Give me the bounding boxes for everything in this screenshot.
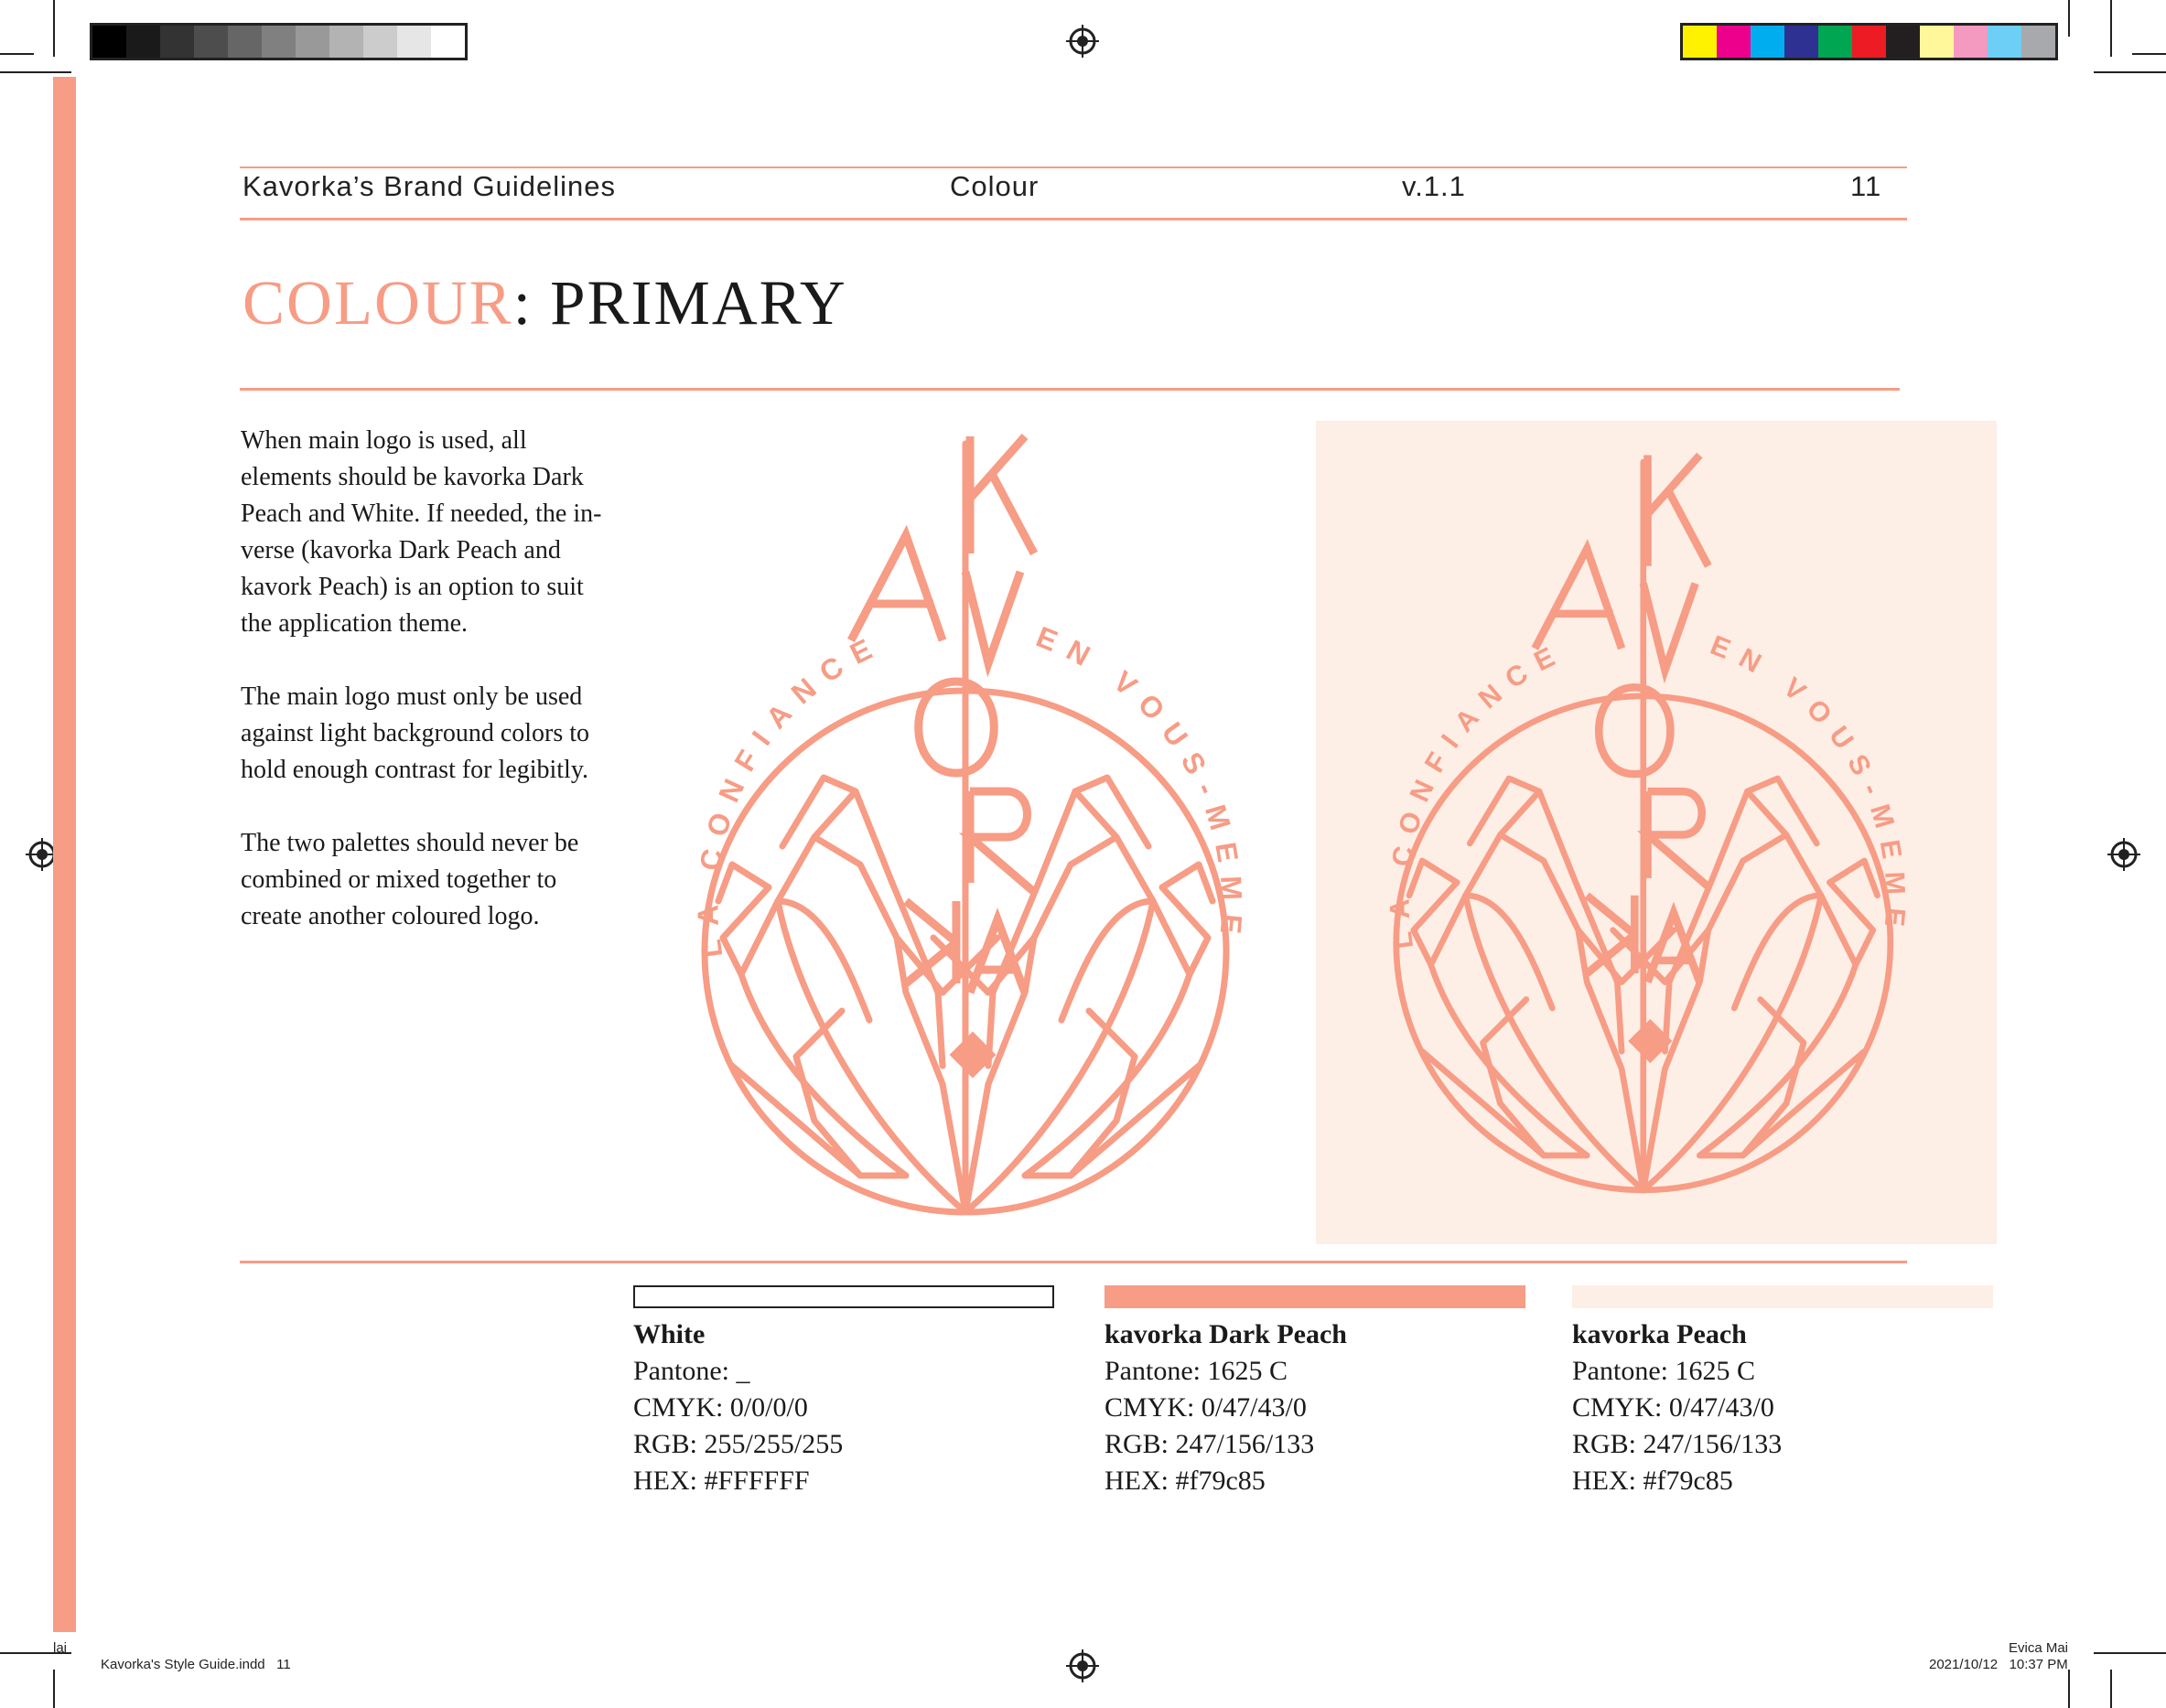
color-step xyxy=(397,26,431,58)
logo-letter-o xyxy=(1599,687,1670,774)
color-step xyxy=(1852,26,1886,58)
logo-right-wing-stroke xyxy=(988,791,1116,1066)
logo-on-peach xyxy=(1327,437,1986,1215)
crop-mark xyxy=(2068,1670,2070,1708)
swatch-rgb: RGB: 255/255/255 xyxy=(633,1429,844,1459)
logo-letter-v xyxy=(1643,584,1696,671)
logo-left-wing-stroke xyxy=(1483,999,1526,1103)
crop-mark xyxy=(0,53,34,55)
color-step xyxy=(363,26,397,58)
swatch-section-rule xyxy=(240,1261,1907,1263)
crop-mark xyxy=(2110,1670,2112,1708)
swatch-hex: HEX: #f79c85 xyxy=(1105,1466,1266,1496)
swatch-rgb: RGB: 247/156/133 xyxy=(1105,1429,1315,1459)
swatch-name: kavorka Dark Peach xyxy=(1105,1319,1347,1349)
logo-letter-v xyxy=(965,572,1020,663)
body-paragraph: When main logo is used, all elements should be kavorka Dark Peach and White. If needed, the in-verse (kavorka Dark Peach and kavork Peach) is an option to suit the application theme. xyxy=(241,426,602,638)
color-step xyxy=(1886,26,1920,58)
swatch-cmyk: CMYK: 0/0/0/0 xyxy=(633,1392,808,1423)
title-accent: COLOUR xyxy=(242,268,513,338)
color-step xyxy=(1920,26,1954,58)
logo-left-wing-stroke xyxy=(796,1011,842,1121)
color-step xyxy=(1818,26,1852,58)
logo-arc-text-left: LA CONFIANCE xyxy=(691,627,889,961)
crop-mark xyxy=(2094,1652,2166,1654)
title-rest: : PRIMARY xyxy=(512,268,847,338)
logo-linework xyxy=(1396,462,1891,1190)
crop-mark xyxy=(2132,53,2166,55)
color-bar xyxy=(1680,23,2058,60)
color-step xyxy=(92,26,126,58)
header-version: v.1.1 xyxy=(1402,170,1466,202)
swatch-peach xyxy=(1572,1285,1993,1308)
registration-mark-icon xyxy=(2107,838,2140,871)
header-top-rule xyxy=(240,167,1907,168)
grayscale-bar xyxy=(90,23,468,60)
swatch-rgb: RGB: 247/156/133 xyxy=(1572,1429,1783,1459)
page-title xyxy=(242,267,847,339)
logo-letter-k xyxy=(970,436,1034,553)
swatch-pantone: Pantone: _ xyxy=(633,1356,750,1386)
color-step xyxy=(1954,26,1988,58)
slug-filename: Kavorka's Style Guide.indd 11 xyxy=(101,1657,291,1672)
registration-mark-icon xyxy=(1066,25,1099,58)
crop-mark xyxy=(2068,0,2070,37)
swatch-dark-peach xyxy=(1105,1285,1525,1308)
color-step xyxy=(228,26,262,58)
logo-left-wing-stroke xyxy=(1500,791,1622,1051)
crop-mark xyxy=(2094,71,2166,73)
logo-arc-text-right xyxy=(1706,630,1910,940)
color-step xyxy=(262,26,296,58)
logo-arc-text-right: EN VOUS-MEME xyxy=(1706,629,1911,940)
logo-letter-r xyxy=(1648,791,1708,886)
logo-letter-o xyxy=(919,682,995,773)
logo-right-wing-stroke xyxy=(1761,999,1804,1103)
color-step xyxy=(1751,26,1784,58)
logo-letter-a xyxy=(1535,549,1622,649)
color-step xyxy=(1717,26,1751,58)
swatch-pantone: Pantone: 1625 C xyxy=(1572,1356,1755,1386)
crop-mark xyxy=(2110,0,2112,57)
header-bottom-rule xyxy=(240,218,1907,220)
logo-arc-text-right xyxy=(1032,620,1249,949)
color-step xyxy=(1784,26,1818,58)
header-section: Colour xyxy=(950,170,1040,202)
logo-right-wing-stroke xyxy=(1089,1011,1135,1121)
crop-mark xyxy=(53,0,55,57)
logo-arc-text-left: LA CONFIANCE xyxy=(1385,637,1571,951)
slug-author: Evica Mai xyxy=(2009,1640,2069,1656)
slug-mark: lai xyxy=(53,1640,68,1656)
slug-timestamp: 2021/10/12 10:37 PM xyxy=(1929,1657,2068,1672)
header-brand: Kavorka’s Brand Guidelines xyxy=(242,170,616,202)
logo-right-wing-stroke xyxy=(1665,791,1786,1051)
logo-monogram xyxy=(851,436,1034,993)
color-step xyxy=(296,26,329,58)
color-step xyxy=(431,26,465,58)
swatch-white xyxy=(633,1285,1054,1308)
logo-monogram xyxy=(1535,456,1708,983)
color-step xyxy=(2021,26,2055,58)
body-copy xyxy=(241,423,607,972)
title-rule xyxy=(240,388,1900,391)
swatch-hex: HEX: #FFFFFF xyxy=(633,1466,810,1496)
color-step xyxy=(160,26,194,58)
body-paragraph: The two palettes should never be combined or mixed together to create another coloured logo. xyxy=(241,829,579,930)
logo-letter-a xyxy=(851,535,943,640)
color-step xyxy=(1683,26,1717,58)
swatch-cmyk: CMYK: 0/47/43/0 xyxy=(1572,1392,1774,1423)
page-edge-accent-strip xyxy=(53,77,76,1632)
swatch-cmyk: CMYK: 0/47/43/0 xyxy=(1105,1392,1307,1423)
color-step xyxy=(1988,26,2021,58)
logo-letter-k xyxy=(1648,456,1708,566)
swatch-name: kavorka Peach xyxy=(1572,1319,1747,1349)
page-number: 11 xyxy=(1850,170,1882,202)
color-step xyxy=(126,26,160,58)
body-paragraph: The main logo must only be used against light background colors to hold enough contrast for legibitly. xyxy=(241,682,590,784)
logo-on-white xyxy=(631,425,1327,1230)
logo-arc-text-right: EN VOUS-MEME xyxy=(1031,619,1249,949)
color-step xyxy=(194,26,228,58)
swatch-pantone: Pantone: 1625 C xyxy=(1105,1356,1288,1386)
logo-left-wing-stroke xyxy=(778,901,965,1212)
logo-linework xyxy=(705,444,1226,1212)
swatch-hex: HEX: #f79c85 xyxy=(1572,1466,1733,1496)
crop-mark xyxy=(53,1670,55,1708)
logo-left-wing-stroke xyxy=(814,791,943,1066)
color-step xyxy=(329,26,363,58)
swatch-name: White xyxy=(633,1319,706,1349)
registration-mark-icon xyxy=(1066,1649,1099,1682)
logo-left-wing-stroke xyxy=(1466,896,1643,1190)
logo-letter-r xyxy=(970,791,1034,892)
crop-mark xyxy=(0,71,71,73)
